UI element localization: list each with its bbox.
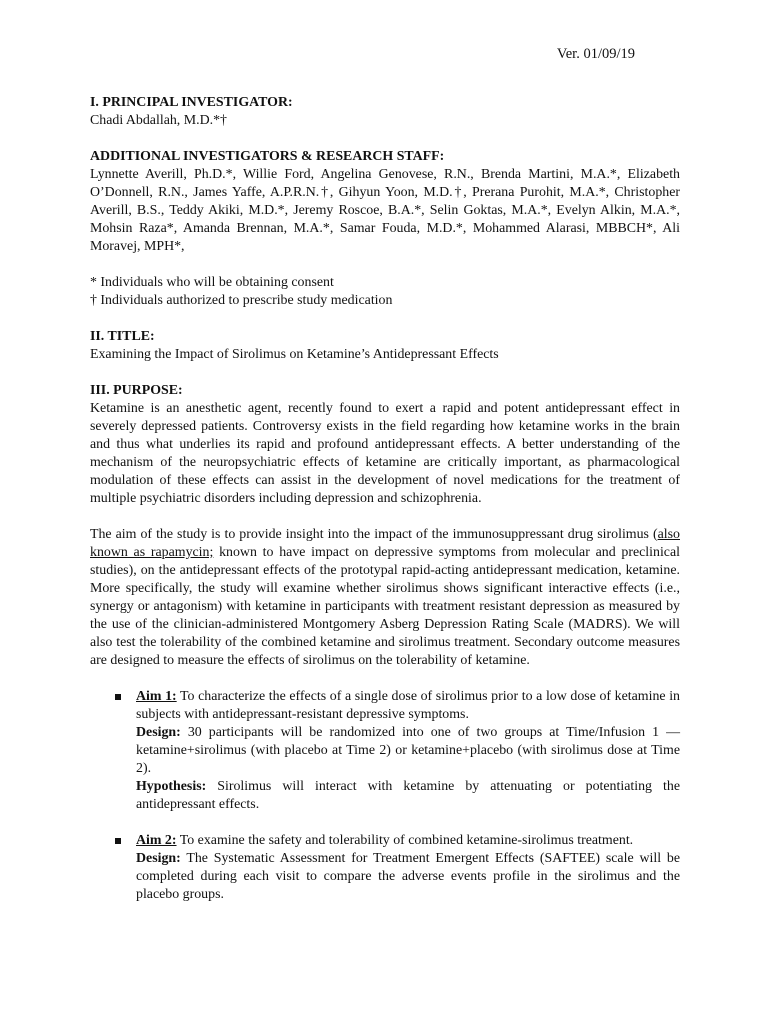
design-text: The Systematic Assessment for Treatment Emergent Effects (SAFTEE) scale will be completed during each visit to compare the adverse events profile in the sirolimus and the placebo groups.: [136, 851, 680, 902]
aim-item: [90, 688, 680, 814]
aims-list: [90, 688, 680, 904]
purpose-p2-underline: also known as rapamycin;: [90, 527, 680, 560]
purpose-heading: III. PURPOSE:: [90, 383, 183, 398]
pi-heading: I. PRINCIPAL INVESTIGATOR:: [90, 95, 293, 110]
design-label: Design:: [136, 851, 181, 866]
bullet-square-icon: [115, 694, 121, 700]
purpose-paragraph-1: Ketamine is an anesthetic agent, recently found to exert a rapid and potent antidepressant effect in severely depressed patients. Controversy exists in the field regarding how ketamine works in the brain and thus what underlies its rapid and profound antidepressant effects. A better understanding of the mechanism of the neuropsychiatric effects of ketamine are critically important, as pharmacological modulation of these effects can assist in the development of novel medications for the treatment of multiple psychiatric disorders including depression and schizophrenia.: [90, 401, 680, 506]
purpose-p2-pre: The aim of the study is to provide insight into the impact of the immunosuppressant drug sirolimus (: [90, 527, 658, 542]
purpose-paragraph-2: [90, 526, 680, 670]
title-text: Examining the Impact of Sirolimus on Ketamine’s Antidepressant Effects: [90, 347, 499, 362]
pi-name: Chadi Abdallah, M.D.*†: [90, 113, 227, 128]
legend-prescribe: † Individuals authorized to prescribe study medication: [90, 293, 393, 308]
title-heading: II. TITLE:: [90, 329, 155, 344]
aim-text: To examine the safety and tolerability of combined ketamine-sirolimus treatment.: [176, 833, 634, 848]
purpose-p2-post: known to have impact on depressive symptoms from molecular and preclinical studies), on the antidepressant effects of the prototypal rapid-acting antidepressant medication, ketamine. More specifically, the study will examine whether sirolimus shows significant interactive effects (i.e., synergy or antagonism) with ketamine in participants with treatment resistant depression as measured by the use of the clinician-administered Montgomery Asberg Depression Rating Scale (MADRS). We will also test the tolerability of the combined ketamine and sirolimus treatment. Secondary outcome measures are designed to measure the effects of sirolimus on the tolerability of ketamine.: [90, 545, 680, 668]
aim-label: Aim 2:: [136, 833, 177, 848]
title-section: [90, 328, 680, 364]
hypothesis-text: Sirolimus will interact with ketamine by attenuating or potentiating the antidepressant effects.: [136, 779, 680, 812]
design-text: 30 participants will be randomized into one of two groups at Time/Infusion 1 — ketamine+sirolimus (with placebo at Time 2) or ketamine+placebo (with sirolimus dose at Time 2).: [136, 725, 680, 776]
document-content: [90, 0, 680, 904]
hypothesis-label: Hypothesis:: [136, 779, 207, 794]
legend-consent: * Individuals who will be obtaining consent: [90, 275, 334, 290]
staff-list: Lynnette Averill, Ph.D.*, Willie Ford, Angelina Genovese, R.N., Brenda Martini, M.A.*, Elizabeth O’Donnell, R.N., James Yaffe, A.P.R.N.†, Gihyun Yoon, M.D.†, Prerana Purohit, M.A.*, Christopher Averill, B.S., Teddy Akiki, M.D.*, Jeremy Roscoe, B.A.*, Selin Goktas, M.A.*, Evelyn Alkin, M.A.*, Mohsin Raza*, Amanda Brennan, M.A.*, Samar Fouda, M.D.*, Mohammed Alarasi, MBBCH*, Ali Moravej, MPH*,: [90, 167, 680, 254]
aim-item: [90, 832, 680, 904]
staff-heading: ADDITIONAL INVESTIGATORS & RESEARCH STAFF:: [90, 149, 445, 164]
principal-investigator-section: [90, 94, 680, 130]
staff-section: [90, 148, 680, 256]
version-label: Ver. 01/09/19: [556, 46, 635, 62]
aim-text: To characterize the effects of a single dose of sirolimus prior to a low dose of ketamine in subjects with antidepressant-resistant depressive symptoms.: [136, 689, 680, 722]
purpose-paragraph-2-wrap: [90, 526, 680, 670]
purpose-section: [90, 382, 680, 508]
legend-section: [90, 274, 680, 310]
bullet-square-icon: [115, 838, 121, 844]
aim-label: Aim 1:: [136, 689, 177, 704]
design-label: Design:: [136, 725, 181, 740]
